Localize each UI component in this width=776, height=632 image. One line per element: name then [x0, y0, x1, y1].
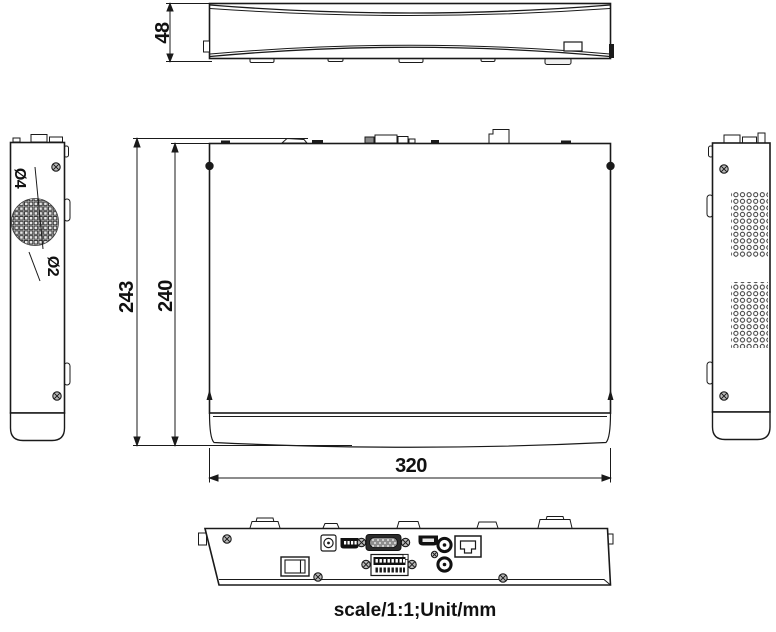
ethernet-port	[455, 536, 481, 557]
dimension-hole-large: Ø4	[11, 167, 28, 189]
vent-holes-lower	[731, 282, 768, 348]
screw-icon	[720, 392, 728, 400]
dimension-depth-inner: 240	[155, 280, 177, 312]
front-right-tab	[609, 44, 614, 58]
right-side-top-connectors	[724, 133, 765, 143]
screw-icon	[499, 574, 507, 582]
screw-icon	[720, 165, 728, 173]
dimension-hole-small: Ø2	[44, 255, 61, 277]
hdmi-port	[419, 536, 438, 545]
top-view-rear-connectors	[221, 130, 571, 144]
screw-icon	[314, 573, 322, 581]
usb-port	[341, 539, 358, 549]
front-ir-window	[564, 42, 582, 51]
left-side-top-connectors	[13, 135, 63, 143]
front-left-tab	[204, 41, 210, 52]
screw-icon	[53, 392, 61, 400]
top-view	[205, 130, 614, 448]
dimension-width: 320	[395, 455, 427, 477]
right-side-foot	[713, 412, 771, 440]
dimension-depth-outer: 243	[116, 281, 138, 313]
front-view	[204, 4, 615, 65]
front-bezel-curve	[210, 413, 611, 447]
edge-screw-left	[205, 162, 213, 170]
scale-unit-note: scale/1:1;Unit/mm	[333, 600, 497, 621]
right-side-view	[707, 133, 770, 440]
left-side-foot	[11, 413, 65, 441]
edge-screw-right	[606, 162, 614, 170]
vent-holes-upper	[731, 192, 768, 258]
screw-icon	[52, 163, 60, 171]
dimension-front-height: 48	[152, 22, 174, 44]
rear-feet	[250, 517, 572, 529]
screw-icon	[223, 535, 231, 543]
speaker-grille	[12, 199, 59, 246]
rear-view	[199, 517, 614, 586]
